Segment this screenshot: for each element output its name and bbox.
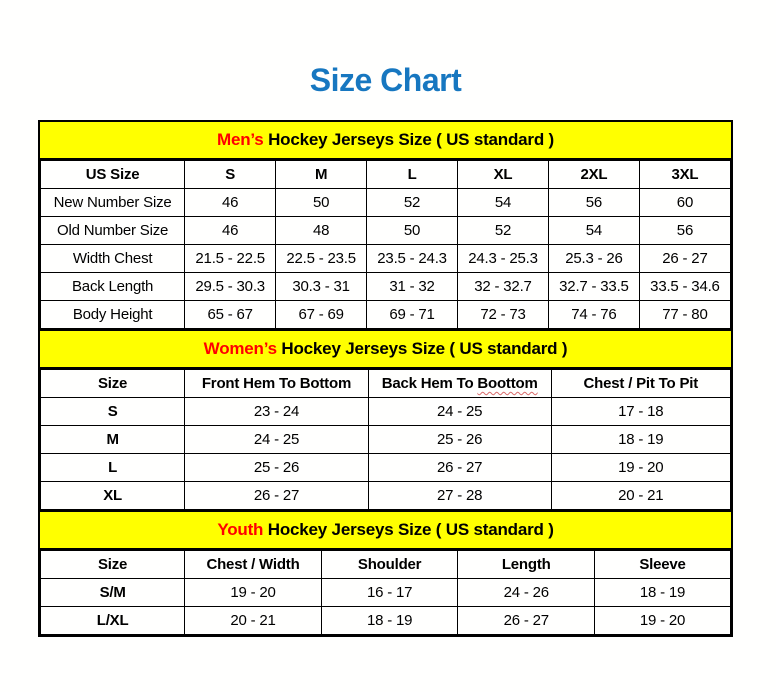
value-cell: 77 - 80 [639,301,730,329]
size-table-womens [40,369,731,510]
header-cell: XL [458,161,549,189]
value-cell: 67 - 69 [276,301,367,329]
value-cell: 56 [639,217,730,245]
table-row [41,217,731,245]
value-cell: 65 - 67 [185,301,276,329]
value-cell: 24 - 26 [458,579,595,607]
value-cell: 24.3 - 25.3 [458,245,549,273]
band-text: Hockey Jerseys Size ( US standard ) [263,520,554,539]
table-row [41,398,731,426]
header-cell: S [185,161,276,189]
header-cell: Size [41,370,185,398]
value-cell: 26 - 27 [458,607,595,635]
band-highlight: Youth [217,520,264,539]
size-chart-tables [38,120,733,637]
value-cell: 18 - 19 [595,579,731,607]
value-cell: 30.3 - 31 [276,273,367,301]
value-cell: 69 - 71 [367,301,458,329]
header-cell: Chest / Pit To Pit [551,370,730,398]
value-cell: 23.5 - 24.3 [367,245,458,273]
value-cell: 54 [458,189,549,217]
value-cell: 54 [548,217,639,245]
value-cell: 19 - 20 [185,579,322,607]
value-cell: 21.5 - 22.5 [185,245,276,273]
header-cell: Size [41,551,185,579]
value-cell: 26 - 27 [639,245,730,273]
row-label-cell: Back Length [41,273,185,301]
value-cell: 48 [276,217,367,245]
header-cell: US Size [41,161,185,189]
row-label-cell: M [41,426,185,454]
page-title: Size Chart [309,62,462,98]
value-cell: 25 - 26 [368,426,551,454]
table-row [41,301,731,329]
value-cell: 33.5 - 34.6 [639,273,730,301]
value-cell: 31 - 32 [367,273,458,301]
value-cell: 25.3 - 26 [548,245,639,273]
value-cell: 19 - 20 [595,607,731,635]
header-cell: 3XL [639,161,730,189]
value-cell: 50 [367,217,458,245]
table-row [41,273,731,301]
header-cell: 2XL [548,161,639,189]
value-cell: 20 - 21 [551,482,730,510]
row-label-cell: Old Number Size [41,217,185,245]
header-cell: Back Hem To Boottom [368,370,551,398]
size-table-mens [40,160,731,329]
value-cell: 24 - 25 [368,398,551,426]
value-cell: 23 - 24 [185,398,369,426]
value-cell: 32.7 - 33.5 [548,273,639,301]
value-cell: 22.5 - 23.5 [276,245,367,273]
header-cell: Front Hem To Bottom [185,370,369,398]
header-cell: Length [458,551,595,579]
value-cell: 26 - 27 [368,454,551,482]
band-text: Hockey Jerseys Size ( US standard ) [263,130,554,149]
section-band-womens [40,329,731,369]
row-label-cell: L/XL [41,607,185,635]
table-row [41,426,731,454]
table-row [41,189,731,217]
header-cell: Shoulder [321,551,458,579]
table-row [41,454,731,482]
header-cell: Chest / Width [185,551,322,579]
table-header-row [41,551,731,579]
value-cell: 20 - 21 [185,607,322,635]
value-cell: 16 - 17 [321,579,458,607]
value-cell: 46 [185,217,276,245]
value-cell: 17 - 18 [551,398,730,426]
value-cell: 52 [367,189,458,217]
section-band-youth [40,510,731,550]
band-highlight: Women’s [203,339,277,358]
header-cell: M [276,161,367,189]
value-cell: 56 [548,189,639,217]
value-cell: 29.5 - 30.3 [185,273,276,301]
size-table-youth [40,550,731,635]
header-cell: Sleeve [595,551,731,579]
row-label-cell: Width Chest [41,245,185,273]
row-label-cell: Body Height [41,301,185,329]
row-label-cell: XL [41,482,185,510]
value-cell: 50 [276,189,367,217]
value-cell: 27 - 28 [368,482,551,510]
value-cell: 32 - 32.7 [458,273,549,301]
value-cell: 72 - 73 [458,301,549,329]
section-band-mens [40,122,731,160]
table-row [41,482,731,510]
value-cell: 60 [639,189,730,217]
table-row [41,579,731,607]
band-highlight: Men’s [217,130,264,149]
value-cell: 18 - 19 [321,607,458,635]
value-cell: 74 - 76 [548,301,639,329]
table-header-row [41,161,731,189]
table-row [41,245,731,273]
row-label-cell: New Number Size [41,189,185,217]
value-cell: 18 - 19 [551,426,730,454]
value-cell: 24 - 25 [185,426,369,454]
table-header-row [41,370,731,398]
value-cell: 26 - 27 [185,482,369,510]
value-cell: 52 [458,217,549,245]
row-label-cell: S/M [41,579,185,607]
row-label-cell: L [41,454,185,482]
band-text: Hockey Jerseys Size ( US standard ) [276,339,568,358]
row-label-cell: S [41,398,185,426]
header-cell: L [367,161,458,189]
table-row [41,607,731,635]
misspelled-word: Boottom [477,375,538,392]
value-cell: 25 - 26 [185,454,369,482]
value-cell: 46 [185,189,276,217]
value-cell: 19 - 20 [551,454,730,482]
